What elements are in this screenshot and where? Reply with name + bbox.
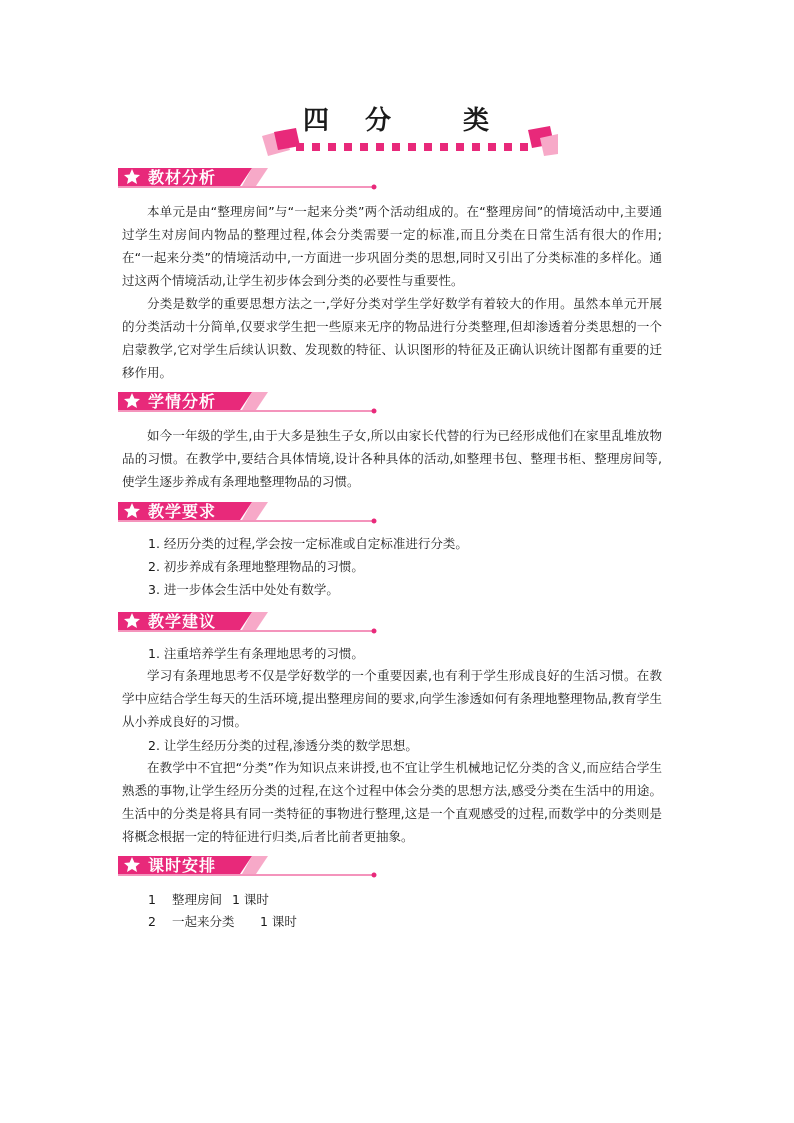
section-header-schedule bbox=[118, 854, 382, 880]
row-number: 1 bbox=[148, 892, 156, 907]
section-title: 教材分析 bbox=[148, 168, 217, 187]
list-item: 1. 经历分类的过程,学会按一定标准或自定标准进行分类。 bbox=[148, 536, 468, 551]
suggestion-point: 2. 让学生经历分类的过程,渗透分类的数学思想。 bbox=[148, 738, 418, 753]
title-char: 分 bbox=[364, 106, 393, 136]
section-header-analysis bbox=[118, 166, 382, 192]
title-char: 四 bbox=[302, 106, 331, 136]
section-header-suggestions bbox=[118, 610, 382, 636]
section-header-requirements bbox=[118, 500, 382, 526]
suggestion-paragraph: 学习有条理地思考不仅是学好数学的一个重要因素,也有利于学生形成良好的生活习惯。在教学中应结合学生每天的生活环境,提出整理房间的要求,向学生渗透如何有条理地整理物品,教育学生从小养成良好的习惯。 bbox=[122, 668, 662, 729]
list-item: 2. 初步养成有条理地整理物品的习惯。 bbox=[148, 559, 364, 574]
row-hours: 1 课时 bbox=[260, 914, 297, 929]
section-title: 教学要求 bbox=[148, 502, 217, 521]
title-decoration bbox=[254, 126, 558, 160]
row-number: 2 bbox=[148, 914, 156, 929]
section-title: 教学建议 bbox=[148, 612, 217, 631]
suggestion-paragraph: 在教学中不宜把“分类”作为知识点来讲授,也不宜让学生机械地记忆分类的含义,而应结合学生熟悉的事物,让学生经历分类的过程,在这个过程中体会分类的思想方法,感受分类在生活中的用途。生活中的分类是将具有同一类特征的事物进行整理,这是一个直观感受的过程,而数学中的分类则是将概念根据一定的特征进行归类,后者比前者更抽象。 bbox=[122, 760, 662, 844]
section-title: 学情分析 bbox=[148, 392, 217, 411]
list-item: 3. 进一步体会生活中处处有数学。 bbox=[148, 582, 339, 597]
analysis-paragraph-1: 本单元是由“整理房间”与“一起来分类”两个活动组成的。在“整理房间”的情境活动中,主要通过学生对房间内物品的整理过程,体会分类需要一定的标准,而且分类在日常生活有很大的作用;在“一起来分类”的情境活动中,一方面进一步巩固分类的思想,同时又引出了分类标准的多样化。通过这两个情境活动,让学生初步体会到分类的必要性与重要性。 bbox=[122, 204, 662, 288]
section-title: 课时安排 bbox=[148, 856, 217, 875]
title-char: 类 bbox=[463, 106, 492, 136]
row-hours: 1 课时 bbox=[232, 892, 269, 907]
suggestion-point: 1. 注重培养学生有条理地思考的习惯。 bbox=[148, 646, 364, 661]
students-paragraph: 如今一年级的学生,由于大多是独生子女,所以由家长代替的行为已经形成他们在家里乱堆放物品的习惯。在教学中,要结合具体情境,设计各种具体的活动,如整理书包、整理书柜、整理房间等,使学生逐步养成有条理地整理物品的习惯。 bbox=[122, 428, 662, 489]
row-name: 整理房间 bbox=[172, 892, 223, 907]
row-name: 一起来分类 bbox=[172, 914, 235, 929]
analysis-paragraph-2: 分类是数学的重要思想方法之一,学好分类对学生学好数学有着较大的作用。虽然本单元开展的分类活动十分简单,仅要求学生把一些原来无序的物品进行分类整理,但却渗透着分类思想的一个启蒙教学,它对学生后续认识数、发现数的特征、认识图形的特征及正确认识统计图都有重要的迁移作用。 bbox=[122, 296, 662, 380]
section-header-students bbox=[118, 390, 382, 416]
